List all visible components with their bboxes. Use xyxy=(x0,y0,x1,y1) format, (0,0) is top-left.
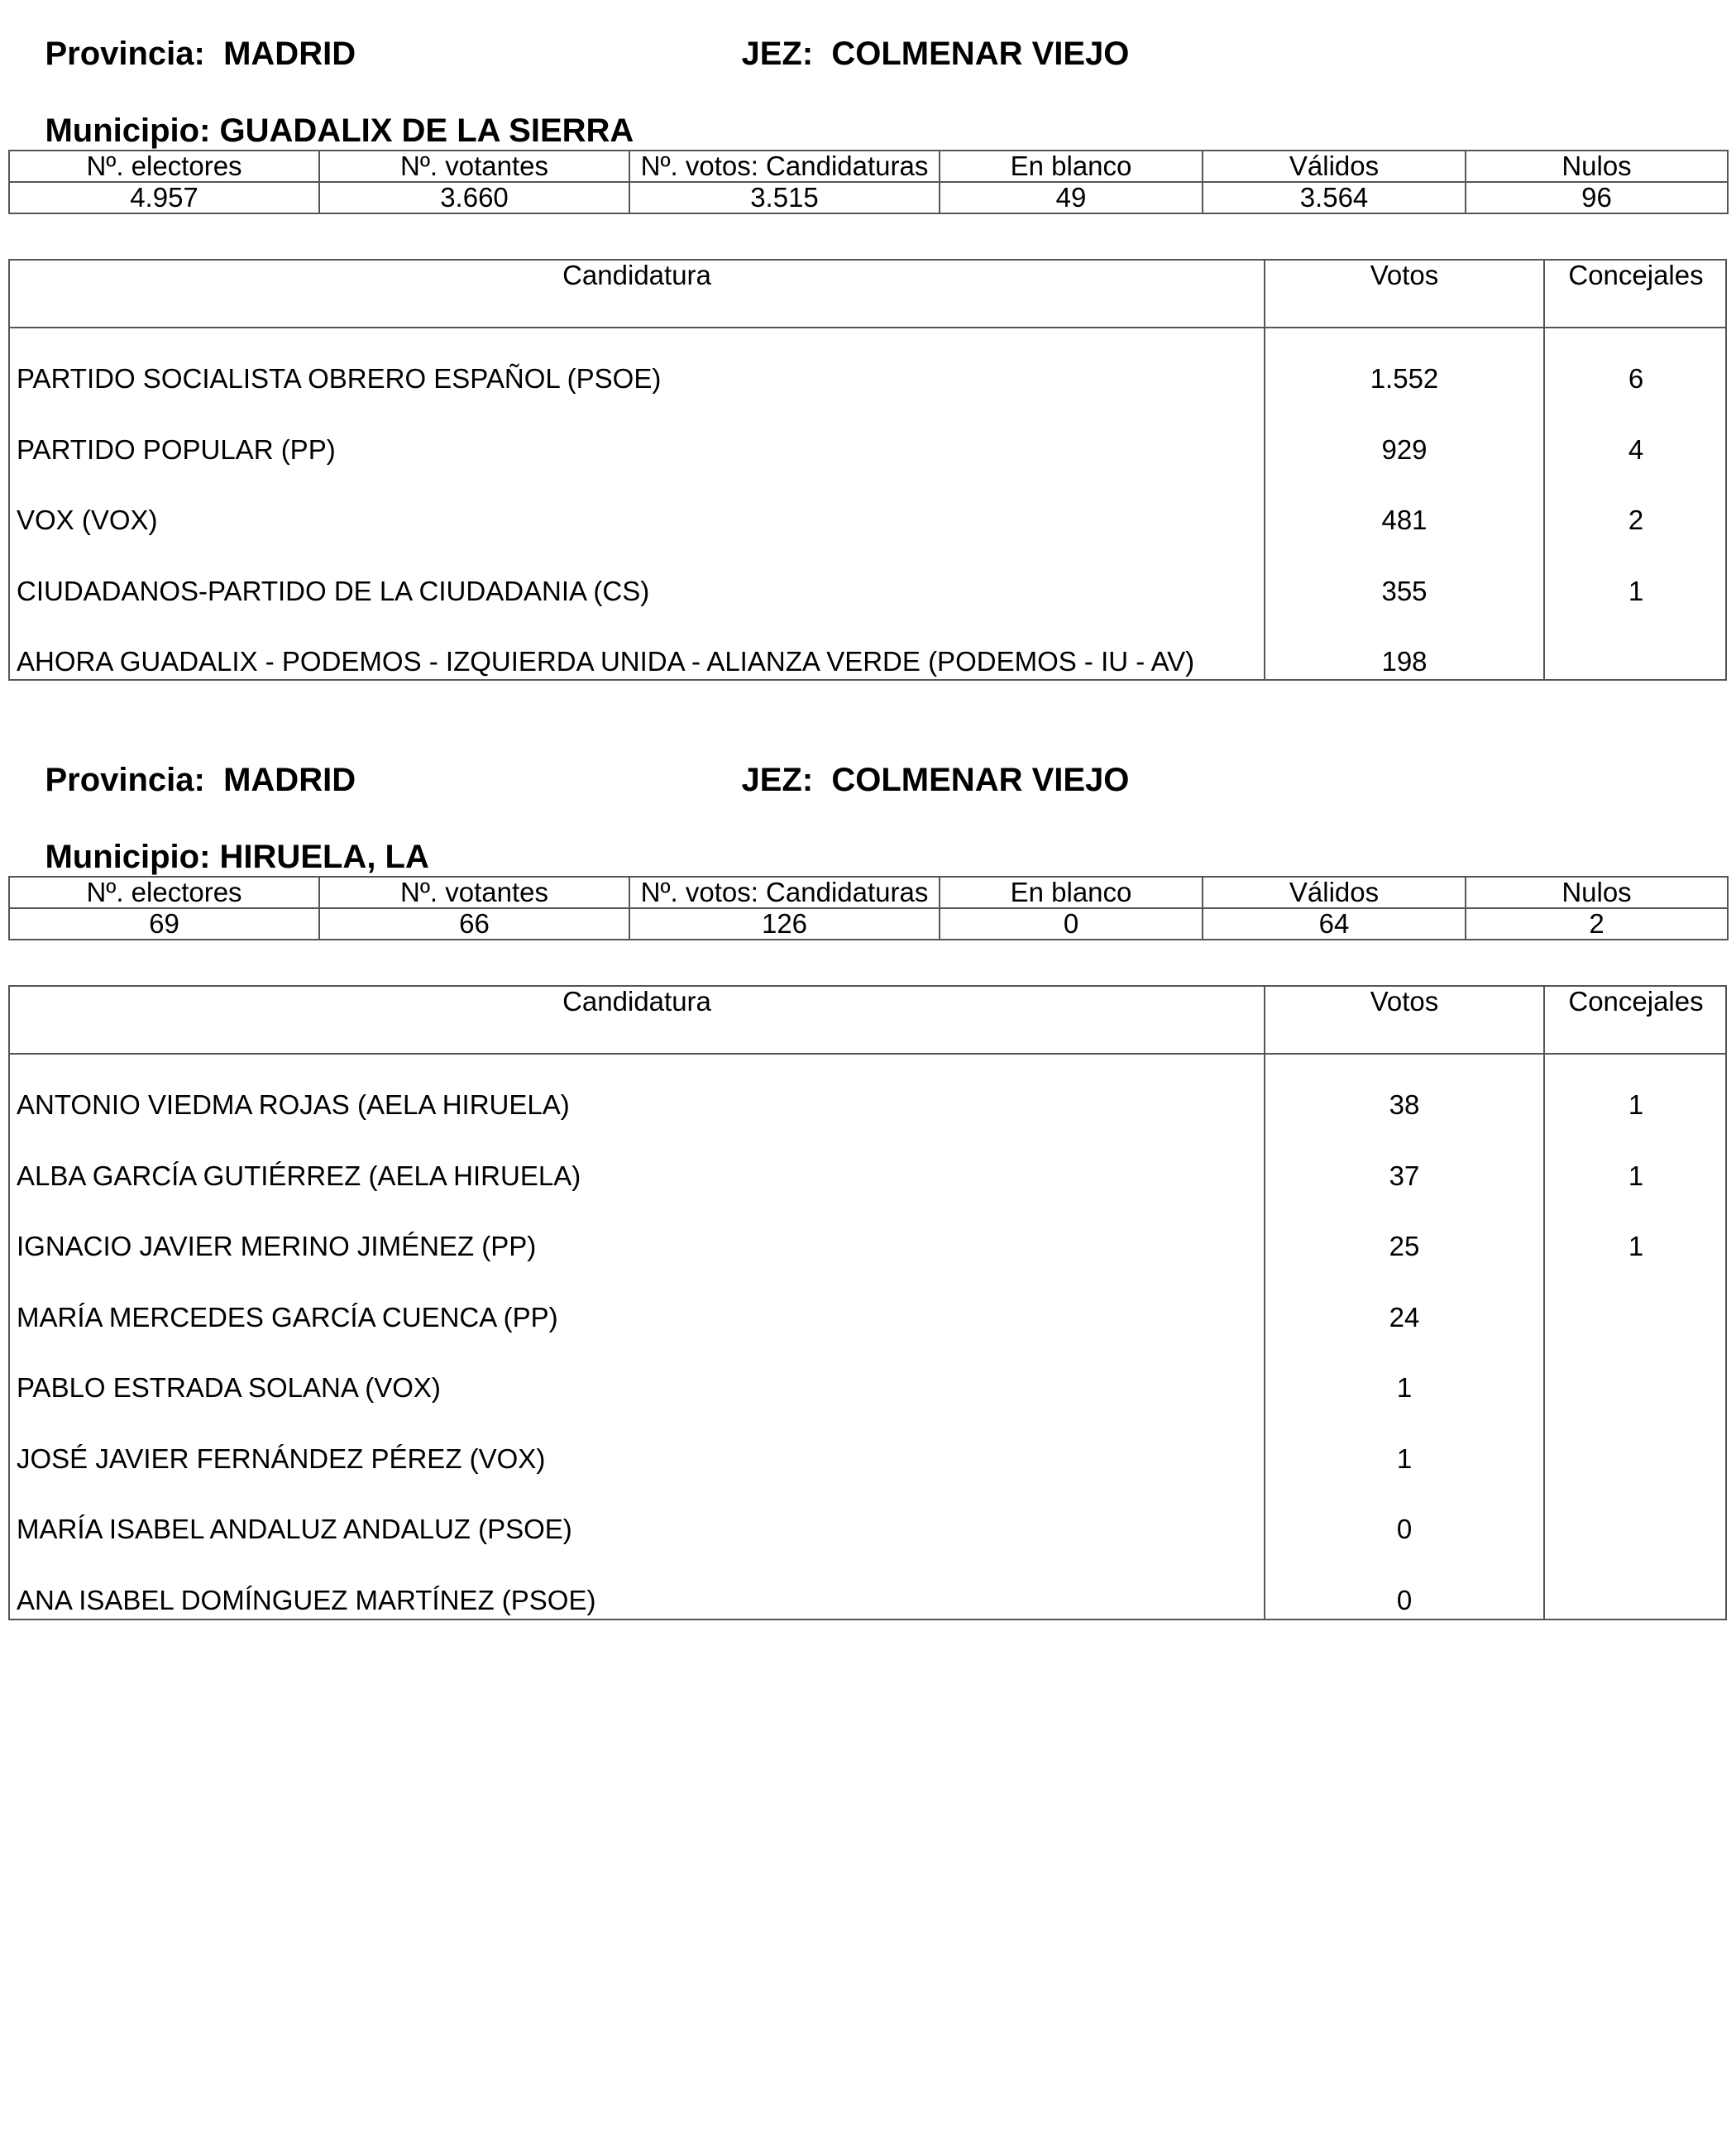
row-votos: 0 xyxy=(1396,1585,1413,1615)
header-candidatura: Candidatura xyxy=(562,260,711,290)
municipio-value: GUADALIX DE LA SIERRA xyxy=(219,112,634,149)
row-concejales: 1 xyxy=(1628,1160,1644,1191)
provincia-label: Provincia: xyxy=(45,762,205,798)
table-row xyxy=(10,1494,1725,1565)
table-row xyxy=(10,1141,1725,1212)
provincia-value: MADRID xyxy=(223,762,356,798)
summary-header-electores: Nº. electores xyxy=(9,151,319,182)
table-row xyxy=(10,1211,1725,1282)
summary-value-row xyxy=(9,908,1728,940)
summary-header-en-blanco: En blanco xyxy=(940,877,1203,908)
municipio-label: Municipio: xyxy=(45,839,211,875)
municipality-section-1 xyxy=(8,0,1727,687)
summary-table xyxy=(8,876,1729,940)
table-row xyxy=(10,414,1725,486)
summary-table xyxy=(8,150,1729,214)
jez-value: COLMENAR VIEJO xyxy=(831,762,1130,798)
summary-header-nulos: Nulos xyxy=(1466,151,1728,182)
summary-value-validos: 64 xyxy=(1203,908,1466,940)
table-row xyxy=(10,1352,1725,1423)
row-candidatura: JOSÉ JAVIER FERNÁNDEZ PÉREZ (VOX) xyxy=(17,1443,546,1474)
provincia-label: Provincia: xyxy=(45,36,205,72)
table-row xyxy=(10,1423,1725,1495)
summary-header-row xyxy=(9,877,1728,908)
row-candidatura: ALBA GARCÍA GUTIÉRREZ (AELA HIRUELA) xyxy=(17,1160,581,1191)
summary-value-electores: 4.957 xyxy=(9,182,319,213)
summary-value-en-blanco: 0 xyxy=(940,908,1203,940)
summary-value-nulos: 2 xyxy=(1466,908,1728,940)
summary-header-electores: Nº. electores xyxy=(9,877,319,908)
summary-value-row xyxy=(9,182,1728,213)
summary-header-row xyxy=(9,151,1728,182)
jez-heading xyxy=(705,4,1129,103)
row-votos: 0 xyxy=(1396,1514,1413,1544)
summary-value-nulos: 96 xyxy=(1466,182,1728,213)
row-candidatura: IGNACIO JAVIER MERINO JIMÉNEZ (PP) xyxy=(17,1231,537,1261)
row-votos: 1.552 xyxy=(1370,363,1439,394)
row-candidatura: MARÍA MERCEDES GARCÍA CUENCA (PP) xyxy=(17,1302,558,1332)
summary-header-validos: Válidos xyxy=(1203,877,1466,908)
summary-header-votos-candidaturas: Nº. votos: Candidaturas xyxy=(629,151,940,182)
summary-value-votos-candidaturas: 3.515 xyxy=(629,182,940,213)
row-concejales: 6 xyxy=(1628,363,1644,394)
municipio-value: HIRUELA, LA xyxy=(219,839,429,875)
municipio-label: Municipio: xyxy=(45,112,211,149)
summary-header-validos: Válidos xyxy=(1203,151,1466,182)
table-row xyxy=(10,343,1725,414)
row-votos: 38 xyxy=(1389,1089,1420,1120)
row-candidatura: ANTONIO VIEDMA ROJAS (AELA HIRUELA) xyxy=(17,1089,570,1120)
provincia-value: MADRID xyxy=(223,36,356,72)
summary-value-votantes: 66 xyxy=(319,908,629,940)
results-header xyxy=(10,261,1725,328)
row-votos: 25 xyxy=(1389,1231,1420,1261)
jez-value: COLMENAR VIEJO xyxy=(831,36,1130,72)
row-votos: 198 xyxy=(1381,646,1428,677)
row-candidatura: VOX (VOX) xyxy=(17,505,158,535)
row-votos: 481 xyxy=(1381,505,1428,535)
row-concejales: 1 xyxy=(1628,576,1644,606)
jez-label: JEZ: xyxy=(741,36,814,72)
row-concejales: 1 xyxy=(1628,1231,1644,1261)
row-concejales: 4 xyxy=(1628,434,1644,465)
header-concejales: Concejales xyxy=(1568,986,1704,1017)
row-candidatura: AHORA GUADALIX - PODEMOS - IZQUIERDA UNIDA - ALIANZA VERDE (PODEMOS - IU - AV) xyxy=(17,646,1195,677)
summary-value-votantes: 3.660 xyxy=(319,182,629,213)
header-votos: Votos xyxy=(1370,986,1439,1017)
row-candidatura: PARTIDO SOCIALISTA OBRERO ESPAÑOL (PSOE) xyxy=(17,363,662,394)
row-candidatura: MARÍA ISABEL ANDALUZ ANDALUZ (PSOE) xyxy=(17,1514,572,1544)
results-table xyxy=(8,985,1727,1620)
table-row xyxy=(10,1565,1725,1636)
table-row xyxy=(10,1282,1725,1353)
summary-value-validos: 3.564 xyxy=(1203,182,1466,213)
row-votos: 37 xyxy=(1389,1160,1420,1191)
summary-value-votos-candidaturas: 126 xyxy=(629,908,940,940)
row-concejales: 1 xyxy=(1628,1089,1644,1120)
results-header xyxy=(10,987,1725,1055)
summary-header-votantes: Nº. votantes xyxy=(319,877,629,908)
row-votos: 929 xyxy=(1381,434,1428,465)
summary-header-votantes: Nº. votantes xyxy=(319,151,629,182)
row-votos: 1 xyxy=(1396,1372,1413,1403)
row-votos: 355 xyxy=(1381,576,1428,606)
row-concejales: 2 xyxy=(1628,505,1644,535)
table-row xyxy=(10,485,1725,556)
results-table xyxy=(8,259,1727,681)
summary-header-votos-candidaturas: Nº. votos: Candidaturas xyxy=(629,877,940,908)
jez-label: JEZ: xyxy=(741,762,814,798)
row-candidatura: PABLO ESTRADA SOLANA (VOX) xyxy=(17,1372,441,1403)
table-row xyxy=(10,1069,1725,1141)
row-votos: 1 xyxy=(1396,1443,1413,1474)
row-candidatura: ANA ISABEL DOMÍNGUEZ MARTÍNEZ (PSOE) xyxy=(17,1585,596,1615)
summary-value-en-blanco: 49 xyxy=(940,182,1203,213)
table-row xyxy=(10,626,1725,697)
row-candidatura: CIUDADANOS-PARTIDO DE LA CIUDADANIA (CS) xyxy=(17,576,650,606)
header-votos: Votos xyxy=(1370,260,1439,290)
summary-value-electores: 69 xyxy=(9,908,319,940)
summary-header-en-blanco: En blanco xyxy=(940,151,1203,182)
header-concejales: Concejales xyxy=(1568,260,1704,290)
jez-heading xyxy=(705,730,1129,830)
table-row xyxy=(10,556,1725,627)
municipality-section-2 xyxy=(8,726,1727,1628)
row-candidatura: PARTIDO POPULAR (PP) xyxy=(17,434,336,465)
row-votos: 24 xyxy=(1389,1302,1420,1332)
summary-header-nulos: Nulos xyxy=(1466,877,1728,908)
header-candidatura: Candidatura xyxy=(562,986,711,1017)
